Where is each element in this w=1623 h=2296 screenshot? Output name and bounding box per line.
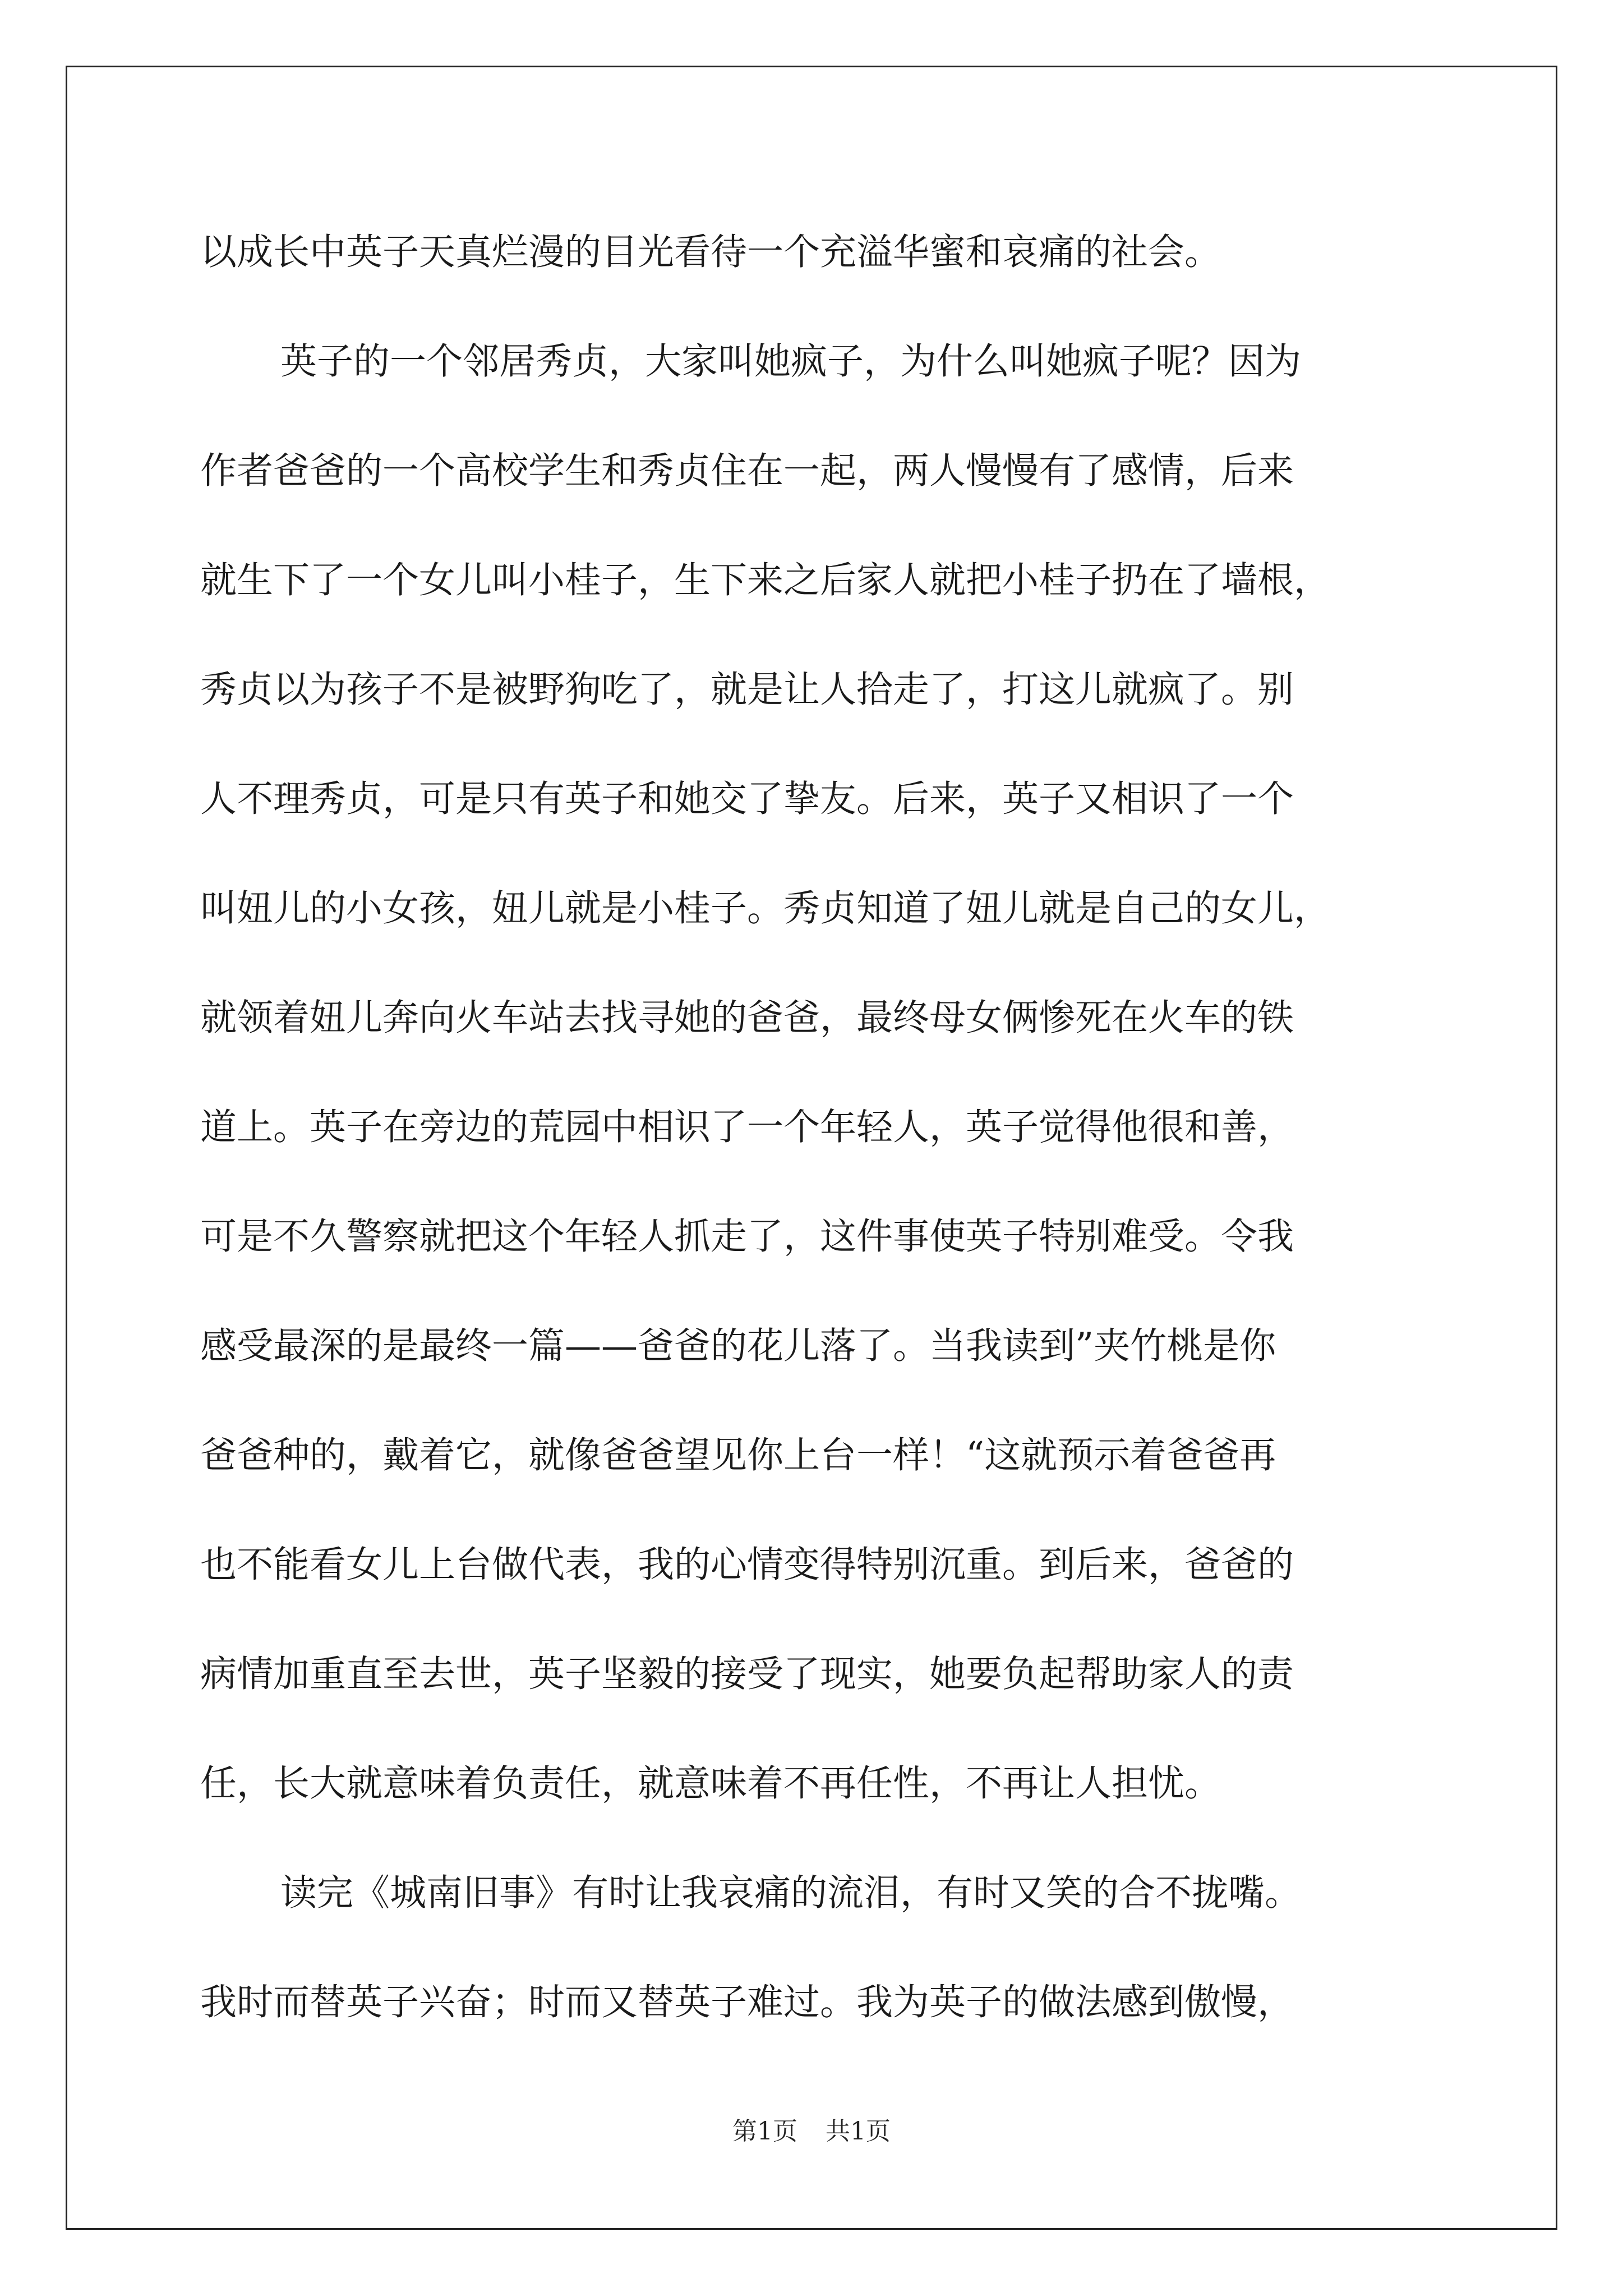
text-line: 秀贞以为孩子不是被野狗吃了，就是让人拾走了，打这儿就疯了。别 <box>200 669 1294 711</box>
text-line: 作者爸爸的一个高校学生和秀贞住在一起，两人慢慢有了感情，后来 <box>200 450 1294 492</box>
text-line: 就领着妞儿奔向火车站去找寻她的爸爸，最终母女俩惨死在火车的铁 <box>200 997 1294 1039</box>
text-line: 可是不久警察就把这个年轻人抓走了，这件事使英子特别难受。令我 <box>200 1216 1294 1258</box>
text-line: 病情加重直至去世，英子坚毅的接受了现实，她要负起帮助家人的责 <box>200 1653 1294 1695</box>
page-footer <box>0 2115 1623 2148</box>
text-line: 我时而替英子兴奋；时而又替英子难过。我为英子的做法感到傲慢， <box>200 1981 1294 2023</box>
text-line: 叫妞儿的小女孩，妞儿就是小桂子。秀贞知道了妞儿就是自己的女儿， <box>200 887 1331 930</box>
text-line: 感受最深的是最终一篇——爸爸的花儿落了。当我读到”夹竹桃是你 <box>200 1325 1276 1367</box>
text-line: 人不理秀贞，可是只有英子和她交了挚友。后来，英子又相识了一个 <box>200 778 1294 820</box>
text-line: 爸爸种的，戴着它，就像爸爸望见你上台一样！“这就预示着爸爸再 <box>200 1434 1276 1476</box>
text-line: 读完《城南旧事》有时让我哀痛的流泪，有时又笑的合不拢嘴。 <box>280 1872 1302 1914</box>
text-line: 就生下了一个女儿叫小桂子，生下来之后家人就把小桂子扔在了墙根， <box>200 559 1331 601</box>
text-line: 以成长中英子天真烂漫的目光看待一个充溢华蜜和哀痛的社会。 <box>200 231 1221 273</box>
page-number: 第1页 <box>732 2117 797 2146</box>
text-line: 也不能看女儿上台做代表，我的心情变得特别沉重。到后来，爸爸的 <box>200 1544 1294 1586</box>
text-line: 英子的一个邻居秀贞，大家叫她疯子，为什么叫她疯子呢？因为 <box>280 341 1302 383</box>
text-line: 任，长大就意味着负责任，就意味着不再任性，不再让人担忧。 <box>200 1763 1221 1805</box>
page-total: 共1页 <box>826 2117 891 2146</box>
text-line: 道上。英子在旁边的荒园中相识了一个年轻人，英子觉得他很和善， <box>200 1106 1294 1148</box>
